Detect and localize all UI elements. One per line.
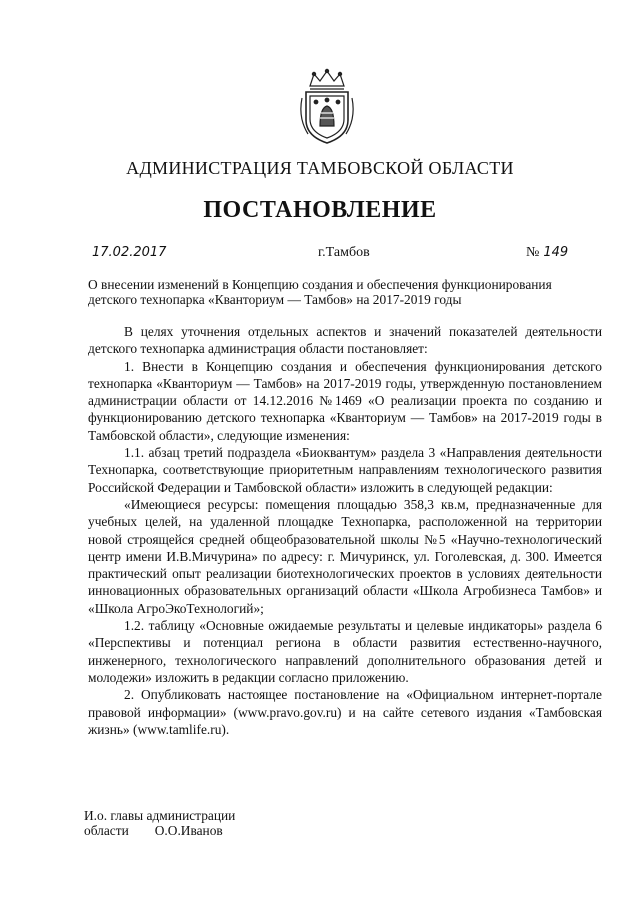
body-paragraph: 1.1. абзац третий подраздела «Биоквантум» раздела 3 «Направления деятельности Технопарка, соответствующие приоритетным направлениям технологического развития Российской Федерации и Тамбовской области» изложить в следующей редакции:	[88, 445, 602, 495]
document-date: 17.02.2017	[92, 245, 167, 260]
signature-position: И.о. главы администрации	[84, 808, 236, 823]
document-city: г.Тамбов	[318, 245, 370, 260]
body-paragraph: 1.2. таблицу «Основные ожидаемые результаты и целевые индикаторы» раздела 6 «Перспективы и потенциал региона в области развития естественно-научного, инженерного, технологического направлений дополнительного образования детей и молодежи» изложить в редакции согласно приложению.	[88, 618, 602, 685]
document-number	[526, 245, 568, 261]
body-paragraph: 2. Опубликовать настоящее постановление на «Официальном интернет-портале правовой информации» (www.pravo.gov.ru) и на сайте сетевого издания «Тамбовская жизнь» (www.tamlife.ru).	[88, 687, 602, 737]
document-type-heading: ПОСТАНОВЛЕНИЕ	[203, 197, 437, 223]
signatory-name: О.О.Иванов	[154, 823, 223, 838]
signature-line	[84, 823, 235, 838]
number-value: 149	[543, 245, 569, 260]
number-sign: №	[526, 245, 540, 260]
signature-position-region: области	[84, 823, 129, 838]
signature-block	[84, 808, 235, 838]
body-paragraph: «Имеющиеся ресурсы: помещения площадью 358,3 кв.м, предназначенные для учебных целей, на удаленной площадке Технопарка, расположенной на территории новой строящейся средней общеобразовательной школы №5 «Научно-технологический центр имени И.В.Мичурина» по адресу: г. Мичуринск, ул. Гоголевская, д. 300. Имеется практический опыт реализации биотехнологических проектов в условиях деятельности инновационных образовательных организаций области «Школа Агробизнеса Тамбов» и «Школа АгроЭкоТехнологий»;	[88, 496, 602, 616]
document-subject	[88, 277, 602, 307]
coat-of-arms-icon	[296, 68, 358, 146]
subject-line: О внесении изменений в Концепцию создания и обеспечения функционирования	[88, 277, 552, 292]
body-paragraph: 1. Внести в Концепцию создания и обеспечения функционирования детского технопарка «Кванториум — Тамбов» на 2017-2019 годы, утвержденную постановлением администрации области от 14.12.2016 №1469 «О реализации проекта по созданию и функционированию детского технопарка «Кванториум — Тамбов» на 2017-2019 годы в Тамбовской области», следующие изменения:	[88, 358, 602, 443]
organization-title: АДМИНИСТРАЦИЯ ТАМБОВСКОЙ ОБЛАСТИ	[126, 158, 514, 178]
body-paragraph: В целях уточнения отдельных аспектов и значений показателей деятельности детского технопарка администрация области постановляет:	[88, 324, 602, 357]
subject-line: детского технопарка «Кванториум — Тамбов» на 2017-2019 годы	[88, 292, 462, 307]
document-body	[88, 323, 602, 738]
